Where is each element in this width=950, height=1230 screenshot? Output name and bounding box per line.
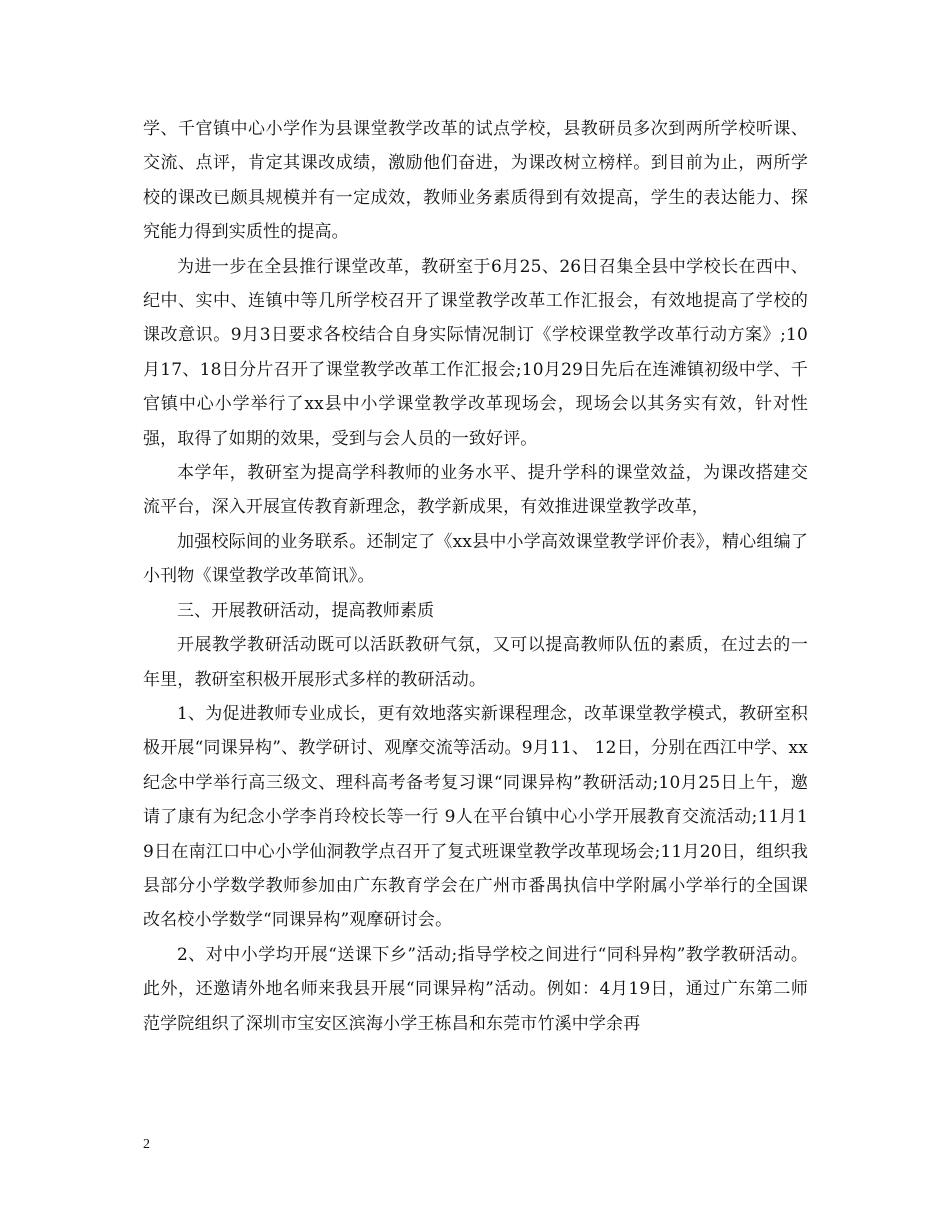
- paragraph-3: 本学年，教研室为提高学科教师的业务水平、提升学科的课堂效益，为课改搭建交流平台，深入开展宣传教育新理念，教学新成果，有效推进课堂教学改革，: [143, 463, 808, 518]
- paragraph-2: 为进一步在全县推行课堂改革，教研室于6月25、26日召集全县中学校长在西中、纪中、实中、连镇中等几所学校召开了课堂教学改革工作汇报会，有效地提高了学校的课改意识。9月3日要求各校结合自身实际情况制订《学校课堂教学改革行动方案》;10月17、18日分片召开了课堂教学改革工作汇报会;10月29日先后在连滩镇初级中学、千官镇中心小学举行了xx县中小学课堂教学改革现场会，现场会以其务实有效，针对性强，取得了如期的效果，受到与会人员的一致好评。: [143, 256, 808, 449]
- paragraph-1: 学、千官镇中心小学作为县课堂教学改革的试点学校，县教研员多次到两所学校听课、交流、点评，肯定其课改成绩，激励他们奋进，为课改树立榜样。到目前为止，两所学校的课改已颇具规模并有一定成效，教师业务素质得到有效提高，学生的表达能力、探究能力得到实质性的提高。: [143, 119, 808, 243]
- document-body: [143, 112, 808, 1041]
- paragraph-7: 2、对中小学均开展“送课下乡”活动;指导学校之间进行“同科异构”教学教研活动。此外，还邀请外地名师来我县开展“同课异构”活动。例如：4月19日，通过广东第二师范学院组织了深圳市宝安区滨海小学王栋昌和东莞市竹溪中学余再: [143, 944, 808, 1034]
- paragraph-6: 1、为促进教师专业成长，更有效地落实新课程理念，改革课堂教学模式，教研室积极开展“同课异构”、教学研讨、观摩交流等活动。9月11、 12日，分别在西江中学、xx纪念中学举行高三级文、理科高考备考复习课“同课异构”教研活动;10月25日上午，邀请了康有为纪念小学李肖玲校长等一行 9人在平台镇中心小学开展教育交流活动;11月19日在南江口中心小学仙洞教学点召开了复式班课堂教学改革现场会;11月20日，组织我县部分小学数学教师参加由广东教育学会在广州市番禺执信中学附属小学举行的全国课改名校小学数学“同课异构”观摩研讨会。: [143, 703, 808, 931]
- paragraph-4: 加强校际间的业务联系。还制定了《xx县中小学高效课堂教学评价表》，精心组编了小刊物《课堂教学改革简讯》。: [143, 531, 808, 587]
- paragraph-5: 开展教学教研活动既可以活跃教研气氛，又可以提高教师队伍的素质，在过去的一年里，教研室积极开展形式多样的教研活动。: [143, 635, 808, 690]
- section-heading: 三、开展教研活动，提高教师素质: [177, 600, 435, 621]
- page-number: 2: [143, 1137, 150, 1152]
